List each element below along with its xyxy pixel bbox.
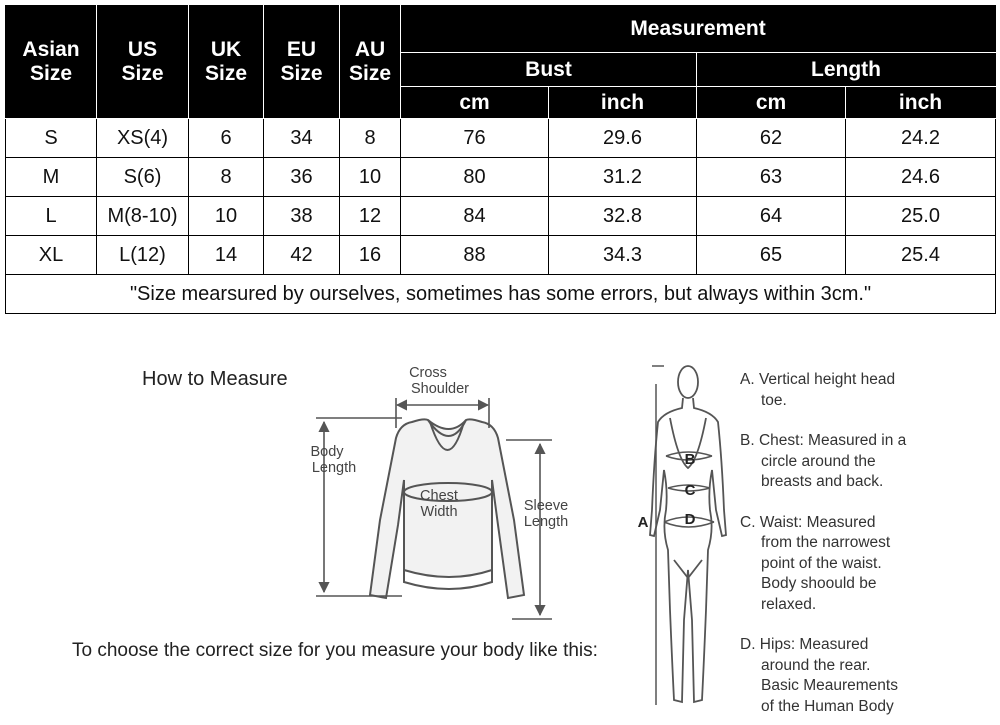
- step-d: D. Hips: Measured around the rear. Basic Meaurements of the Human Body: [740, 636, 898, 715]
- step-a: A. Vertical height head toe.: [740, 371, 896, 409]
- cell-asian: XL: [6, 236, 97, 275]
- cell-asian: L: [6, 197, 97, 236]
- size-chart-table: [5, 5, 996, 314]
- cell-uk: 14: [189, 236, 264, 275]
- cell-asian: M: [6, 158, 97, 197]
- header-eu-size: EU Size: [264, 6, 340, 119]
- header-length: Length: [697, 53, 996, 87]
- body-icon: [650, 366, 726, 702]
- header-bust-inch: inch: [549, 87, 697, 119]
- chest-width-label: Chest: [420, 488, 458, 504]
- marker-d: D: [684, 511, 696, 528]
- marker-a: A: [637, 514, 649, 531]
- cell-au: 8: [340, 119, 401, 158]
- cell-length-inch: 25.4: [846, 236, 996, 275]
- header-asian-size: Asian Size: [6, 6, 97, 119]
- cell-length-cm: 62: [697, 119, 846, 158]
- sweater-diagram: [300, 360, 590, 630]
- cell-length-cm: 65: [697, 236, 846, 275]
- cell-us: M(8-10): [97, 197, 189, 236]
- cell-eu: 36: [264, 158, 340, 197]
- marker-c: C: [684, 482, 696, 499]
- cell-au: 10: [340, 158, 401, 197]
- cell-bust-cm: 84: [401, 197, 549, 236]
- cell-length-cm: 63: [697, 158, 846, 197]
- body-figure-diagram: [630, 360, 735, 725]
- cell-au: 12: [340, 197, 401, 236]
- cell-us: S(6): [97, 158, 189, 197]
- cell-length-inch: 24.2: [846, 119, 996, 158]
- measurement-note: "Size mearsured by ourselves, sometimes has some errors, but always within 3cm.": [6, 275, 996, 314]
- header-length-inch: inch: [846, 87, 996, 119]
- cell-uk: 10: [189, 197, 264, 236]
- step-c: C. Waist: Measured from the narrowest point of the waist. Body shoould be relaxed.: [740, 513, 891, 613]
- table-row: [6, 119, 996, 158]
- marker-b: B: [684, 451, 696, 468]
- sleeve-length-label: Length: [523, 514, 569, 530]
- cell-length-cm: 64: [697, 197, 846, 236]
- cell-length-inch: 25.0: [846, 197, 996, 236]
- cell-bust-inch: 34.3: [549, 236, 697, 275]
- cell-eu: 38: [264, 197, 340, 236]
- cell-eu: 34: [264, 119, 340, 158]
- header-uk-size: UK Size: [189, 6, 264, 119]
- header-au-size: AU Size: [340, 6, 401, 119]
- cell-asian: S: [6, 119, 97, 158]
- measure-guide: [0, 330, 1000, 725]
- cell-bust-cm: 76: [401, 119, 549, 158]
- cell-uk: 6: [189, 119, 264, 158]
- body-length-label: Body: [310, 444, 344, 460]
- cell-us: L(12): [97, 236, 189, 275]
- cell-eu: 42: [264, 236, 340, 275]
- cell-bust-cm: 88: [401, 236, 549, 275]
- cell-bust-inch: 31.2: [549, 158, 697, 197]
- how-to-measure-title: How to Measure: [142, 368, 288, 390]
- cross-shoulder-label: Shoulder: [410, 381, 470, 397]
- step-b: B. Chest: Measured in a circle around the breasts and back.: [740, 432, 907, 490]
- header-us-size: US Size: [97, 6, 189, 119]
- cell-length-inch: 24.6: [846, 158, 996, 197]
- cell-au: 16: [340, 236, 401, 275]
- table-row: [6, 158, 996, 197]
- sleeve-length-label: Sleeve: [523, 498, 569, 514]
- cell-uk: 8: [189, 158, 264, 197]
- header-bust: Bust: [401, 53, 697, 87]
- table-row: [6, 197, 996, 236]
- body-length-label: Length: [311, 460, 357, 476]
- cell-us: XS(4): [97, 119, 189, 158]
- header-length-cm: cm: [697, 87, 846, 119]
- table-row: [6, 236, 996, 275]
- measure-steps: [740, 370, 995, 717]
- cross-shoulder-label: Cross: [409, 365, 447, 381]
- header-measurement: Measurement: [401, 6, 996, 53]
- cell-bust-inch: 29.6: [549, 119, 697, 158]
- choose-size-instruction: To choose the correct size for you measure your body like this:: [72, 640, 598, 661]
- cell-bust-inch: 32.8: [549, 197, 697, 236]
- header-bust-cm: cm: [401, 87, 549, 119]
- chest-width-label: Width: [420, 504, 458, 520]
- cell-bust-cm: 80: [401, 158, 549, 197]
